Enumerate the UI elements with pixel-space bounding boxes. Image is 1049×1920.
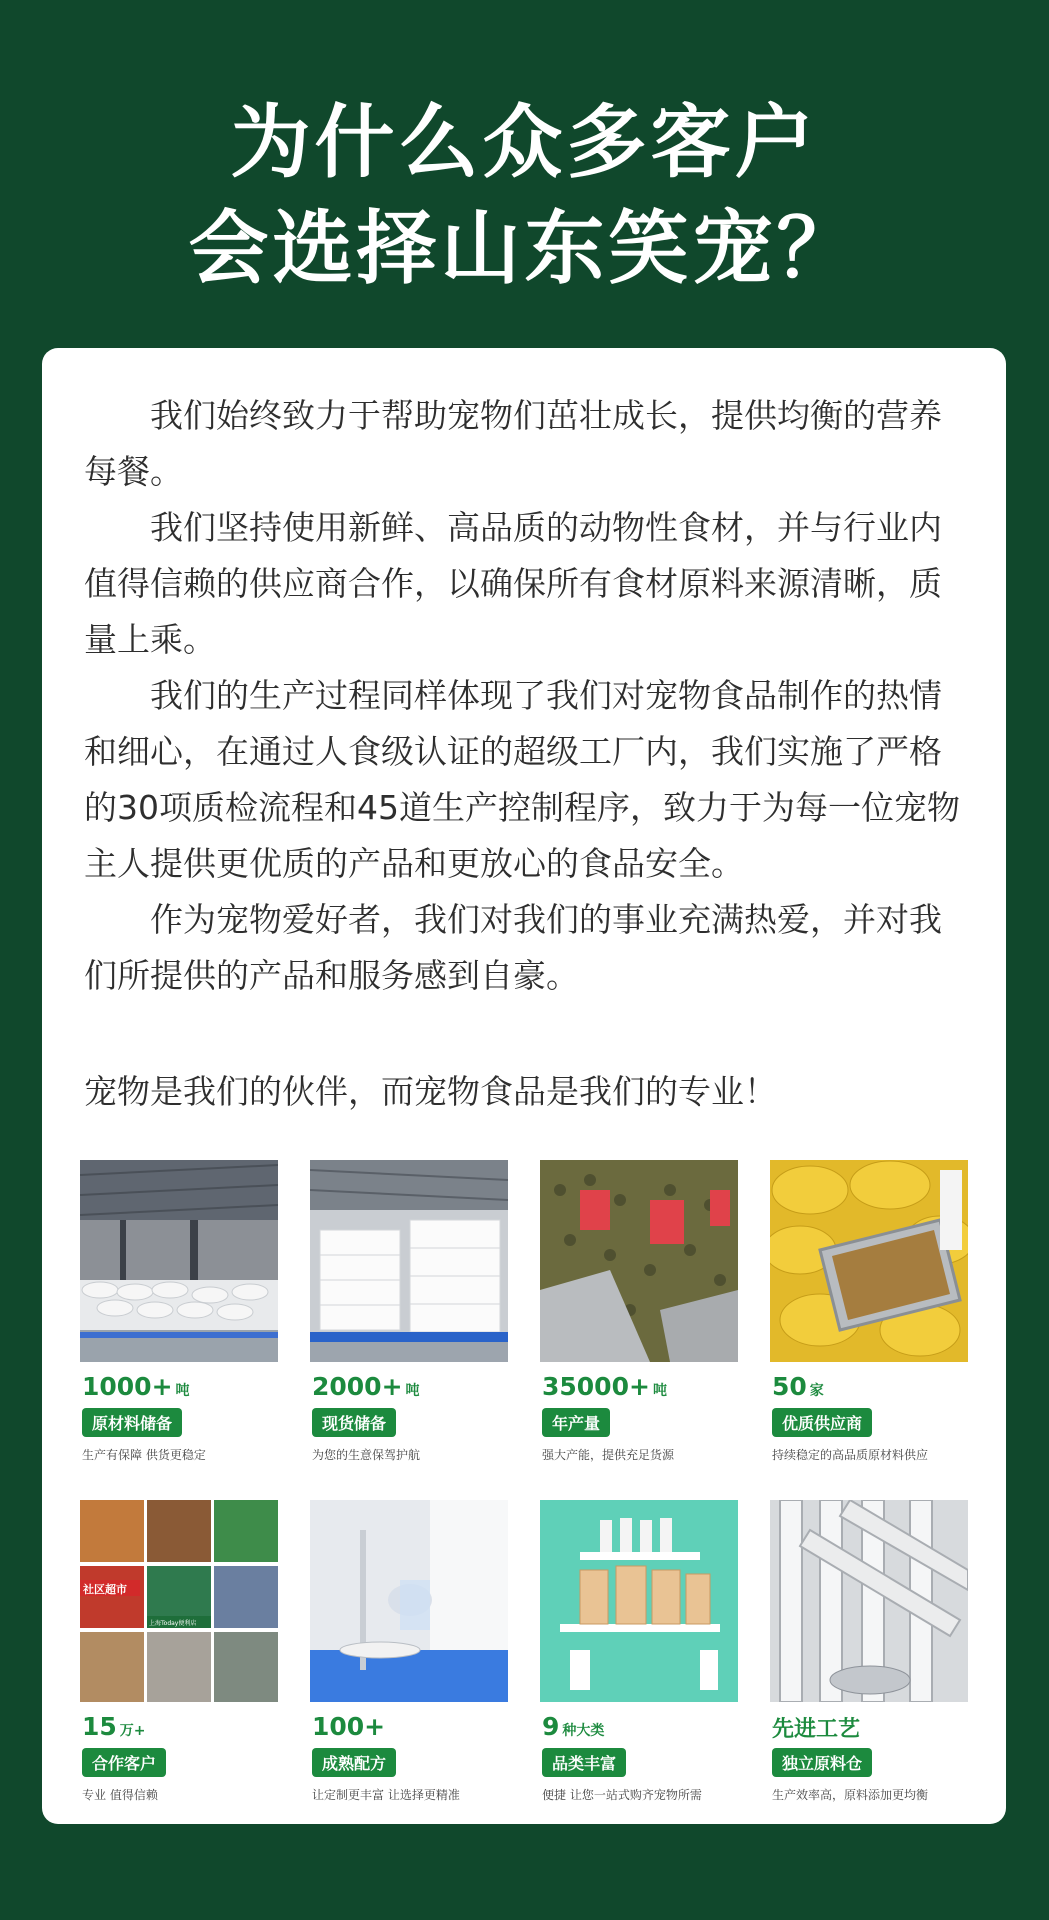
feature-stat bbox=[542, 1372, 667, 1401]
feature-badge: 原材料储备 bbox=[82, 1408, 182, 1437]
feature-desc: 生产效率高，原料添加更均衡 bbox=[772, 1788, 929, 1802]
raw-material-photo bbox=[770, 1160, 968, 1362]
feature-desc: 强大产能，提供充足货源 bbox=[542, 1448, 675, 1462]
feature-badge: 品类丰富 bbox=[542, 1748, 626, 1777]
feature-unit: 万+ bbox=[119, 1723, 146, 1739]
feature-badge: 年产量 bbox=[542, 1408, 610, 1437]
feature-desc: 持续稳定的高品质原材料供应 bbox=[772, 1448, 929, 1462]
collage-label: 上海Today便利店 bbox=[149, 1620, 197, 1627]
feature-desc: 生产有保障 供货更稳定 bbox=[82, 1448, 206, 1462]
pipeline-photo bbox=[770, 1500, 968, 1702]
title-line-1: 为什么众多客户 bbox=[230, 96, 819, 189]
feature-stat bbox=[82, 1372, 190, 1401]
intro-paragraph: 我们坚持使用新鲜、高品质的动物性食材，并与行业内值得信赖的供应商合作，以确保所有食材原料来源清晰，质量上乘。 bbox=[84, 508, 942, 659]
feature-tile bbox=[540, 1160, 738, 1490]
feature-stat bbox=[772, 1372, 824, 1401]
intro-paragraph: 作为宠物爱好者，我们对我们的事业充满热爱，并对我们所提供的产品和服务感到自豪。 bbox=[84, 900, 942, 995]
feature-badge: 独立原料仓 bbox=[772, 1748, 872, 1777]
feature-unit: 家 bbox=[809, 1383, 824, 1399]
feature-number: 100+ bbox=[312, 1712, 386, 1741]
collage-label: 社区超市 bbox=[83, 1583, 127, 1596]
feature-badge: 成熟配方 bbox=[312, 1748, 396, 1777]
intro-text bbox=[84, 388, 964, 1004]
tagline: 宠物是我们的伙伴，而宠物食品是我们的专业！ bbox=[84, 1072, 777, 1111]
feature-grid bbox=[80, 1160, 968, 1800]
production-line-photo bbox=[540, 1160, 738, 1362]
feature-number: 15 bbox=[82, 1712, 117, 1741]
feature-tile bbox=[770, 1160, 968, 1490]
feature-desc: 让定制更丰富 让选择更精准 bbox=[312, 1788, 460, 1802]
stock-warehouse-photo bbox=[310, 1160, 508, 1362]
feature-desc: 专业 值得信赖 bbox=[82, 1788, 158, 1802]
feature-desc: 为您的生意保驾护航 bbox=[312, 1448, 421, 1462]
feature-title: 先进工艺 bbox=[772, 1717, 861, 1742]
feature-number: 2000+ bbox=[312, 1372, 403, 1401]
feature-stat bbox=[312, 1712, 388, 1741]
feature-number: 9 bbox=[542, 1712, 560, 1741]
feature-unit: 吨 bbox=[405, 1383, 420, 1399]
feature-tile bbox=[540, 1500, 738, 1830]
feature-number: 50 bbox=[772, 1372, 807, 1401]
lab-photo bbox=[310, 1500, 508, 1702]
feature-stat bbox=[312, 1372, 420, 1401]
page-title bbox=[0, 90, 1049, 302]
content-card bbox=[42, 348, 1006, 1824]
feature-desc: 便捷 让您一站式购齐宠物所需 bbox=[542, 1788, 702, 1802]
intro-paragraph: 我们始终致力于帮助宠物们茁壮成长，提供均衡的营养每餐。 bbox=[84, 396, 942, 491]
feature-unit: 种大类 bbox=[562, 1723, 605, 1739]
feature-number: 35000+ bbox=[542, 1372, 650, 1401]
feature-number: 1000+ bbox=[82, 1372, 173, 1401]
feature-unit: 吨 bbox=[652, 1383, 667, 1399]
feature-tile bbox=[310, 1500, 508, 1830]
product-range-photo bbox=[540, 1500, 738, 1702]
feature-stat bbox=[82, 1712, 146, 1741]
feature-badge: 优质供应商 bbox=[772, 1408, 872, 1437]
feature-tile bbox=[80, 1160, 278, 1490]
feature-unit: 吨 bbox=[175, 1383, 190, 1399]
feature-tile bbox=[770, 1500, 968, 1830]
title-line-2: 会选择山东笑宠？ bbox=[188, 202, 861, 295]
partner-stores-photo bbox=[80, 1500, 278, 1702]
warehouse-photo bbox=[80, 1160, 278, 1362]
feature-badge: 合作客户 bbox=[82, 1748, 166, 1777]
feature-tile bbox=[310, 1160, 508, 1490]
feature-badge: 现货储备 bbox=[312, 1408, 396, 1437]
feature-tile bbox=[80, 1500, 278, 1830]
feature-stat bbox=[542, 1712, 604, 1741]
intro-paragraph: 我们的生产过程同样体现了我们对宠物食品制作的热情和细心，在通过人食级认证的超级工厂内，我们实施了严格的30项质检流程和45道生产控制程序，致力于为每一位宠物主人提供更优质的产品和更放心的食品安全。 bbox=[84, 676, 960, 883]
